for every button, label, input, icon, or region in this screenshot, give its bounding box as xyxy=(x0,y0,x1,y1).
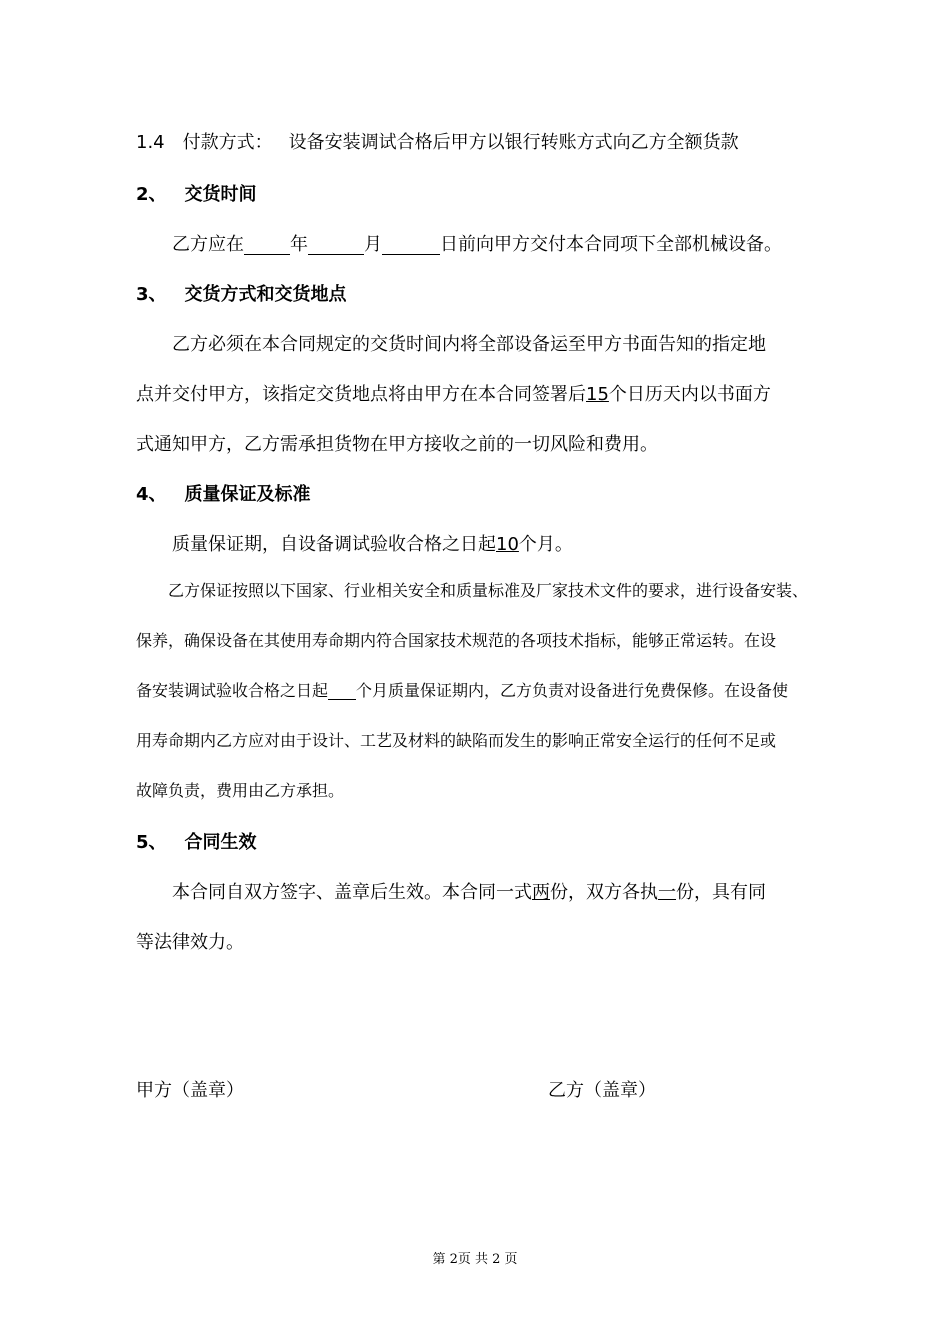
payment-line xyxy=(136,128,739,154)
warranty-period-line: 质量保证期，自设备调试验收合格之日起10个月。 xyxy=(172,534,573,555)
paragraph-line: 式通知甲方，乙方需承担货物在甲方接收之前的一切风险和费用。 xyxy=(136,434,658,455)
paragraph-line: 本合同自双方签字、盖章后生效。本合同一式两份，双方各执一份，具有同 xyxy=(172,882,766,903)
days-value: 15 xyxy=(586,384,609,405)
page-number: 第 2页 共 2 页 xyxy=(432,1252,518,1267)
section-title: 质量保证及标准 xyxy=(184,484,311,505)
each-value: 一 xyxy=(658,882,676,903)
delivery-time-paragraph: 乙方应在 年 月 日前向甲方交付本合同项下全部机械设备。 xyxy=(172,234,782,255)
party-a-signature: 甲方（盖章） xyxy=(136,1080,244,1101)
paragraph-line: 点并交付甲方，该指定交货地点将由甲方在本合同签署后15个日历天内以书面方 xyxy=(136,384,771,405)
section-2-heading xyxy=(136,180,257,206)
section-number: 5、 xyxy=(136,832,167,853)
blank-year xyxy=(244,236,290,255)
warranty-months-value: 10 xyxy=(496,534,519,555)
payment-label: 付款方式： xyxy=(182,132,273,153)
payment-text: 设备安装调试合格后甲方以银行转账方式向乙方全额货款 xyxy=(288,132,739,153)
paragraph-line: 备安装调试验收合格之日起 个月质量保证期内，乙方负责对设备进行免费保修。在设备使 xyxy=(136,681,789,700)
section-5-heading xyxy=(136,828,257,854)
section-title: 交货时间 xyxy=(184,184,257,205)
paragraph-line: 故障负责，费用由乙方承担。 xyxy=(136,781,345,800)
party-b-signature: 乙方（盖章） xyxy=(548,1080,656,1101)
section-number: 3、 xyxy=(136,284,167,305)
section-title: 交货方式和交货地点 xyxy=(184,284,347,305)
paragraph-line: 乙方保证按照以下国家、行业相关安全和质量标准及厂家技术文件的要求，进行设备安装、 xyxy=(168,581,809,600)
paragraph-line: 乙方必须在本合同规定的交货时间内将全部设备运至甲方书面告知的指定地 xyxy=(172,334,766,355)
section-3-heading xyxy=(136,280,347,306)
section-number: 2、 xyxy=(136,184,167,205)
paragraph-line: 保养，确保设备在其使用寿命期内符合国家技术规范的各项技术指标，能够正常运转。在设 xyxy=(136,631,777,650)
payment-number: 1.4 xyxy=(136,132,165,153)
paragraph-line: 用寿命期内乙方应对由于设计、工艺及材料的缺陷而发生的影响正常安全运行的任何不足或 xyxy=(136,731,777,750)
blank-months xyxy=(328,683,356,700)
section-number: 4、 xyxy=(136,484,167,505)
copies-value: 两 xyxy=(532,882,550,903)
paragraph-line: 等法律效力。 xyxy=(136,932,244,953)
section-title: 合同生效 xyxy=(184,832,257,853)
section-4-heading xyxy=(136,480,311,506)
blank-month xyxy=(308,236,364,255)
blank-day xyxy=(382,236,440,255)
